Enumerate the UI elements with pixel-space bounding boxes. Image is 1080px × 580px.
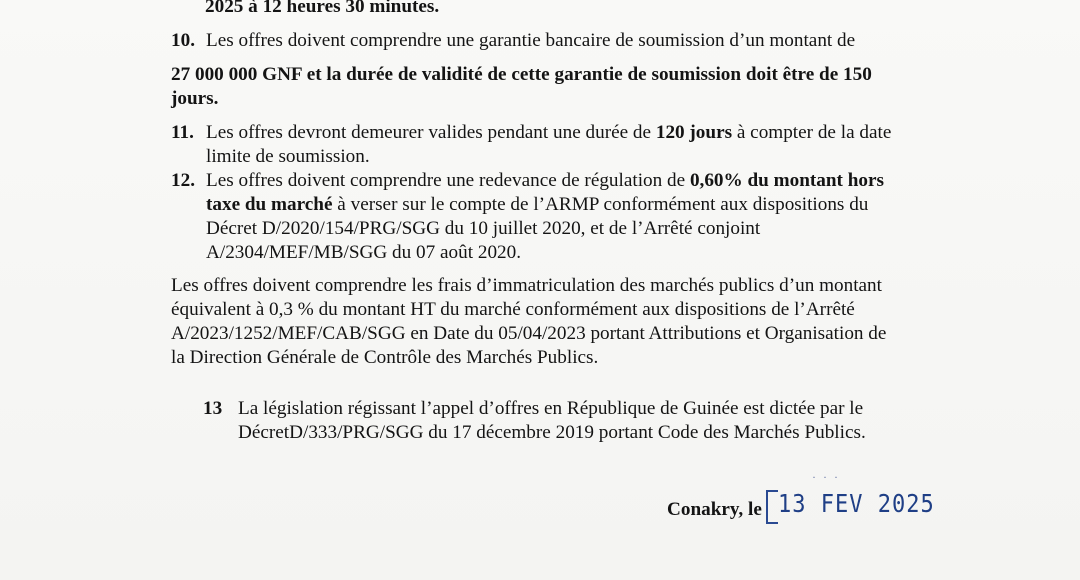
paragraph-line1: Les offres doivent comprendre les frais d’immatriculation des marchés publics d’un montant [171, 275, 882, 296]
item-12-number: 12. [171, 170, 195, 191]
item-10-line1: Les offres doivent comprendre une garantie bancaire de soumission d’un montant de [206, 30, 856, 51]
item-13-line2: DécretD/333/PRG/SGG du 17 décembre 2019 portant Code des Marchés Publics. [238, 422, 866, 443]
signature-place: Conakry, le [667, 499, 762, 520]
item-12-line1 [206, 169, 884, 192]
item-13-line1: La législation régissant l’appel d’offres en République de Guinée est dictée par le [238, 398, 864, 419]
item-11-line1 [206, 121, 891, 144]
item-12-line3: Décret D/2020/154/PRG/SGG du 10 juillet 2020, et de l’Arrêté conjoint [206, 218, 761, 239]
paragraph-line4: la Direction Générale de Contrôle des Marchés Publics. [171, 347, 599, 368]
item-10-number: 10. [171, 30, 195, 51]
item-12-rate: 0,60% du montant hors [689, 170, 884, 191]
item-13-number: 13 [203, 398, 223, 419]
top-line: 2025 à 12 heures 30 minutes. [205, 0, 440, 17]
item-11-number: 11. [171, 122, 194, 143]
paragraph-line3: A/2023/1252/MEF/CAB/SGG en Date du 05/04/2023 portant Attributions et Organisation de [171, 323, 887, 344]
item-12-line1-text: Les offres doivent comprendre une redevance de régulation de [206, 170, 690, 191]
item-12-line2 [206, 193, 868, 216]
item-12-line2-bold: taxe du marché [206, 194, 333, 215]
item-11-line1-text: Les offres devront demeurer valides pendant une durée de [206, 122, 656, 143]
item-12-line4: A/2304/MEF/MB/SGG du 07 août 2020. [206, 242, 522, 263]
item-12-line2-text: à verser sur le compte de l’ARMP conformément aux dispositions du [332, 194, 869, 215]
date-stamp-frame [766, 490, 778, 524]
item-10-line2: 27 000 000 GNF et la durée de validité de cette garantie de soumission doit être de 150 [171, 64, 872, 85]
stamp-dots: · · · [812, 470, 840, 484]
item-11-line1-end: à compter de la date [732, 122, 892, 143]
date-stamp: 13 FEV 2025 [778, 490, 935, 519]
paragraph-line2: équivalent à 0,3 % du montant HT du marché conformément aux dispositions de l’Arrêté [171, 299, 855, 320]
item-11-line2: limite de soumission. [206, 146, 370, 167]
item-10-line3: jours. [171, 88, 219, 109]
item-11-duration: 120 jours [655, 122, 733, 143]
